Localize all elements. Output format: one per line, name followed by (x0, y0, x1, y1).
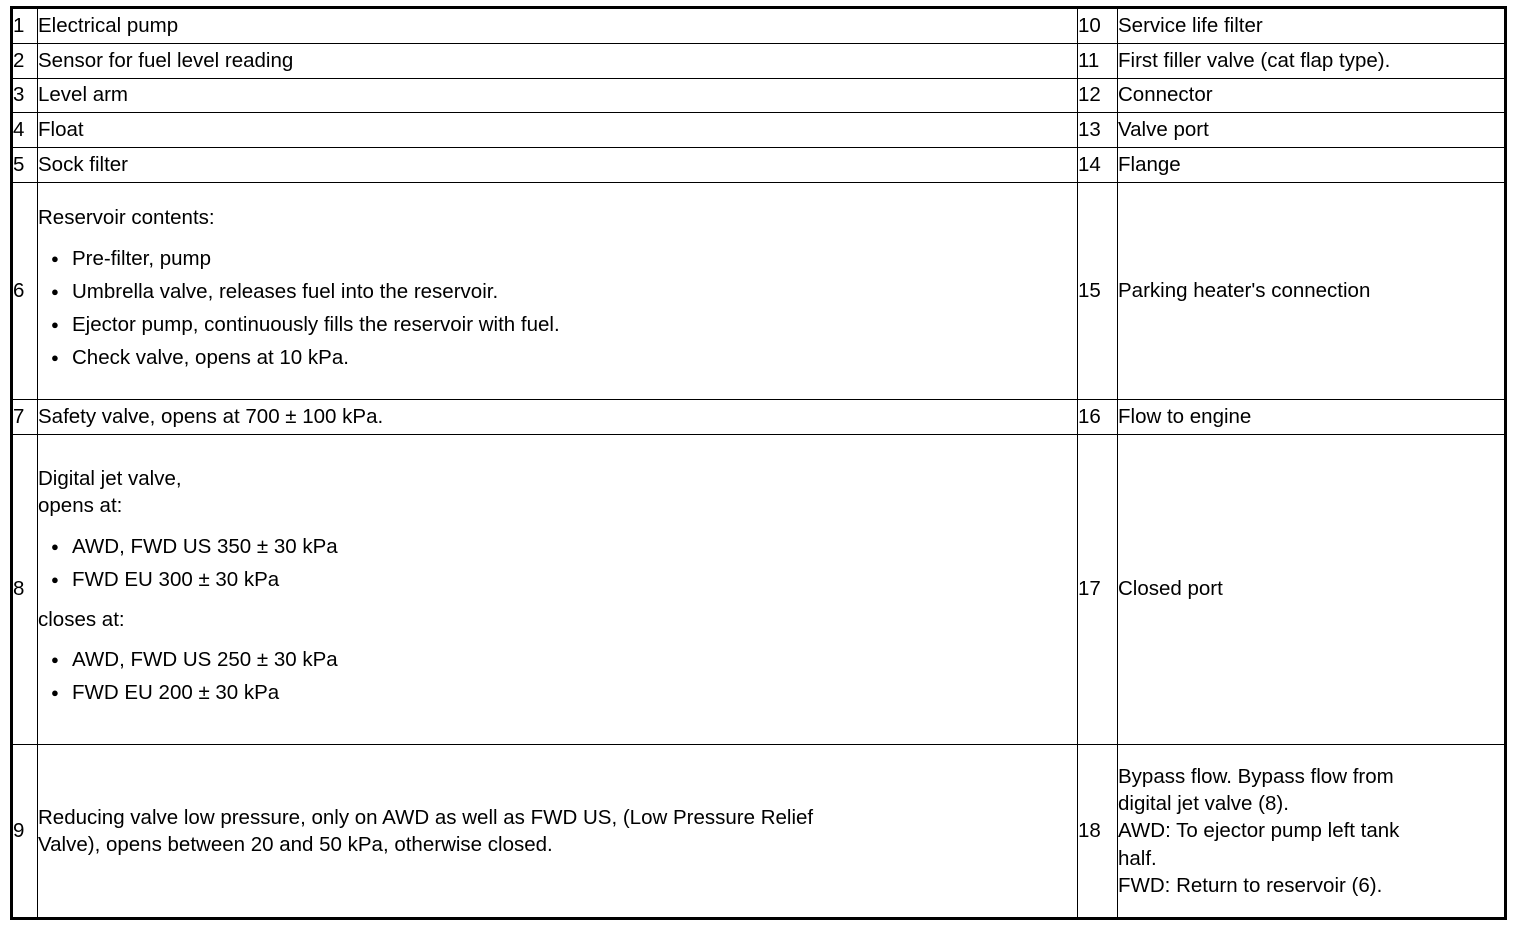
item-number-right: 12 (1078, 78, 1118, 113)
item-number-left: 3 (12, 78, 38, 113)
item-text-left: Electrical pump (38, 8, 1078, 44)
item-text-left (38, 434, 1078, 744)
item-number-left: 7 (12, 400, 38, 435)
item-text-left (38, 745, 1078, 919)
item-number-right: 10 (1078, 8, 1118, 44)
reducing-valve-line-2: Valve), opens between 20 and 50 kPa, otherwise closed. (38, 833, 553, 857)
item-number-right: 13 (1078, 113, 1118, 148)
item-text-left: Sensor for fuel level reading (38, 43, 1078, 78)
item-number-right: 17 (1078, 434, 1118, 744)
reservoir-contents-title: Reservoir contents: (38, 206, 215, 230)
item-text-right: Valve port (1118, 113, 1506, 148)
component-legend-table (10, 6, 1507, 920)
item-number-left: 8 (12, 434, 38, 744)
digital-jet-valve-title: Digital jet valve, (38, 467, 182, 491)
list-item: ● AWD, FWD US 250 ± 30 kPa (72, 646, 1077, 673)
item-text-right: Parking heater's connection (1118, 182, 1506, 399)
closes-at-list (38, 646, 1077, 706)
item-text-left (38, 182, 1078, 399)
list-item: ● Check valve, opens at 10 kPa. (72, 344, 1077, 371)
item-number-left: 4 (12, 113, 38, 148)
item-number-right: 15 (1078, 182, 1118, 399)
list-item: ● AWD, FWD US 350 ± 30 kPa (72, 533, 1077, 560)
list-item: ● Pre-filter, pump (72, 245, 1077, 272)
item-text-left: Safety valve, opens at 700 ± 100 kPa. (38, 400, 1078, 435)
reducing-valve-line-1: Reducing valve low pressure, only on AWD as well as FWD US, (Low Pressure Relief (38, 805, 814, 829)
table-row (12, 43, 1506, 78)
reservoir-contents-list (38, 245, 1077, 371)
item-text-right: Closed port (1118, 434, 1506, 744)
item-number-right: 14 (1078, 148, 1118, 183)
item-number-left: 6 (12, 182, 38, 399)
item-text-right: Service life filter (1118, 8, 1506, 44)
list-item: ● FWD EU 200 ± 30 kPa (72, 679, 1077, 706)
bypass-flow-line-5: FWD: Return to reservoir (6). (1118, 873, 1383, 897)
closes-at-label: closes at: (38, 607, 125, 631)
table-row (12, 745, 1506, 919)
list-item: ● FWD EU 300 ± 30 kPa (72, 566, 1077, 593)
item-text-left: Level arm (38, 78, 1078, 113)
table-row (12, 78, 1506, 113)
bypass-flow-line-1: Bypass flow. Bypass flow from (1118, 764, 1394, 788)
item-text-right: Flange (1118, 148, 1506, 183)
item-text-right: Connector (1118, 78, 1506, 113)
item-text-right: First filler valve (cat flap type). (1118, 43, 1506, 78)
item-number-right: 11 (1078, 43, 1118, 78)
table-row (12, 400, 1506, 435)
item-text-left: Sock filter (38, 148, 1078, 183)
item-number-left: 5 (12, 148, 38, 183)
table-row (12, 8, 1506, 44)
item-number-right: 16 (1078, 400, 1118, 435)
item-number-left: 2 (12, 43, 38, 78)
table-row (12, 434, 1506, 744)
item-number-left: 9 (12, 745, 38, 919)
item-text-right: Flow to engine (1118, 400, 1506, 435)
item-text-left: Float (38, 113, 1078, 148)
item-number-right: 18 (1078, 745, 1118, 919)
bypass-flow-line-3: AWD: To ejector pump left tank (1118, 819, 1400, 843)
table-row (12, 182, 1506, 399)
opens-at-label: opens at: (38, 494, 123, 518)
table-row (12, 113, 1506, 148)
list-item: ● Umbrella valve, releases fuel into the reservoir. (72, 278, 1077, 305)
bypass-flow-line-4: half. (1118, 846, 1157, 870)
opens-at-list (38, 533, 1077, 593)
list-item: ● Ejector pump, continuously fills the reservoir with fuel. (72, 311, 1077, 338)
bypass-flow-line-2: digital jet valve (8). (1118, 792, 1289, 816)
item-text-right (1118, 745, 1506, 919)
table-row (12, 148, 1506, 183)
item-number-left: 1 (12, 8, 38, 44)
